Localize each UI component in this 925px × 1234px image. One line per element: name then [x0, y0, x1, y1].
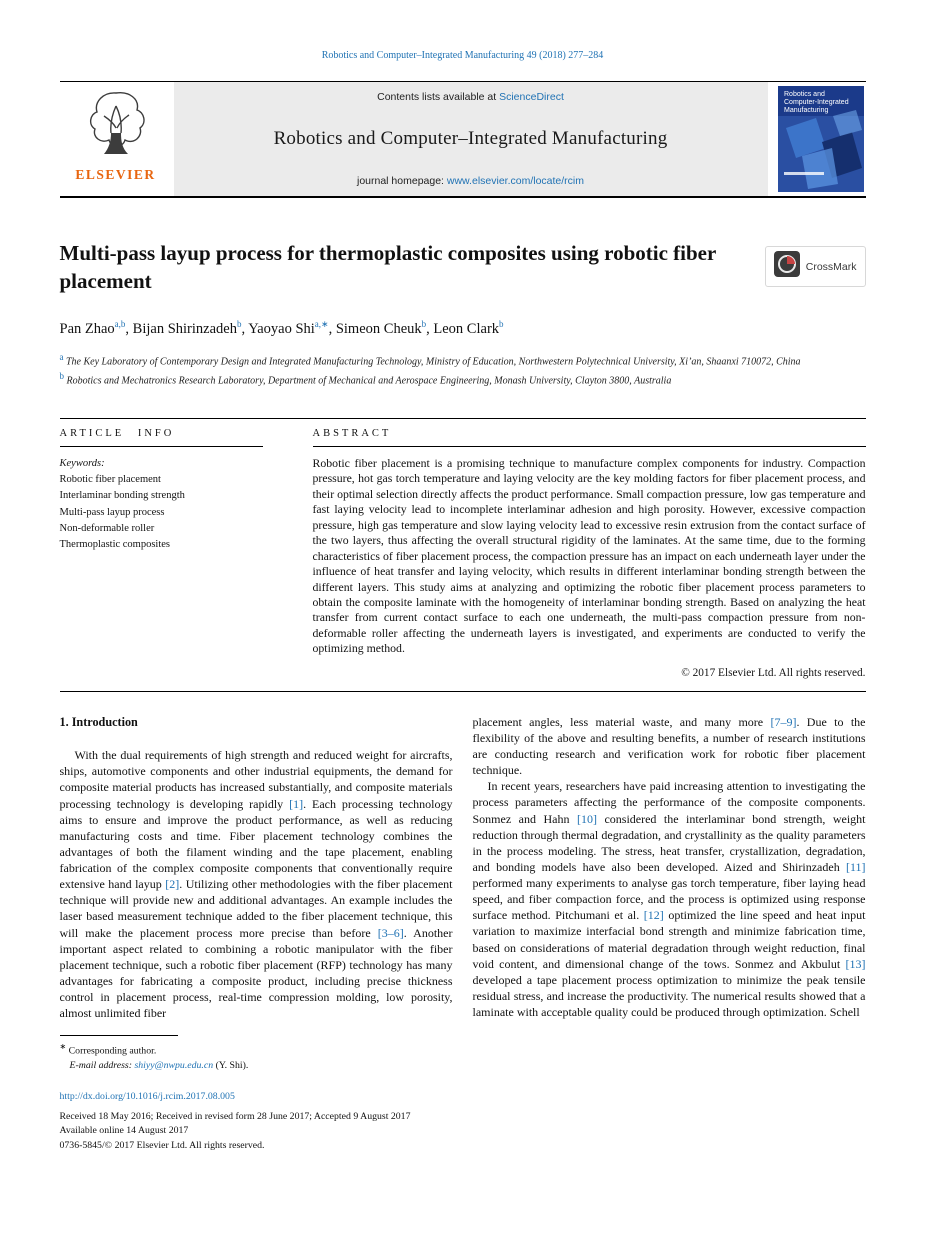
keywords-list [60, 456, 263, 568]
email-suffix: (Y. Shi). [213, 1060, 249, 1072]
elsevier-tree-logo-icon [84, 88, 148, 165]
journal-title: Robotics and Computer–Integrated Manufacturing [273, 128, 668, 149]
email-label: E-mail address: [69, 1060, 135, 1072]
author-affil-sup: b [421, 319, 427, 330]
homepage-line [180, 175, 762, 187]
footnote-area [60, 1035, 453, 1074]
elsevier-logo-block[interactable] [60, 82, 172, 196]
author-name: Bijan Shirinzadeh [132, 321, 237, 338]
footnote-rule [60, 1035, 178, 1036]
citation-link[interactable]: [13] [845, 956, 866, 971]
citation-link[interactable]: [3–6] [377, 925, 404, 940]
body-paragraph: In recent years, researchers have paid increasing attention to investigating the process parameters affecting the performance of the composite components. Sonmez and Hahn [10] considered the interlaminar bond strength, weight reduction through thermal degradation, and crystallinity as the quality parameters in the process modeling. The stress, heat transfer, crystallization, degradation, and bonding models have also been developed. Aized and Shirinzadeh [11] performed many experiments to analyse gas torch temperature, fiber laying head speed, and fiber compaction force, and the process is optimized using response surface method. Pitchumani et al. [12] optimized the line speed and heat input variation to maximize interfacial bond strength and minimize fabrication time, based on considerations of material degradation through weight reduction, final void content, and dimensional change of the tows. Sonmez and Akbulut [13] developed a tape placement process optimization to minimize the peak tensile residual stress, and increase the productivity. The numerical results showed that a laminate with acceptable quality could be produced through optimization. Schell [472, 779, 866, 1020]
affiliation-sup: a [59, 352, 64, 363]
email-line [60, 1059, 453, 1074]
journal-header-band [60, 82, 866, 196]
abstract-text: Robotic fiber placement is a promising technique to manufacture complex components for industry. Compaction pressure, hot gas torch temperature and laying velocity are the key molding factors for fiber placement process, and their optimal selection directly affects the product performance. Small compaction pressure, low gas temperature and fast laying velocity lead to incomplete interlaminar adhesion and high porosity. However, excessive compaction pressure, high gas temperature and slow laying velocity lead to excessive resin extrusion from the contact surface of the two layers, thus affecting the overall structural rigidity of the laminates. At the same time, due to the forming characteristics of fiber placement process, the compaction pressure has an impact on each underneath layer under the influence of heat transfer and laying velocity, which results in different interlaminar bonding strength between the different layers. This study aims at analyzing and optimizing the robotic fiber placement process parameters to obtain the composite laminate with the homogeneity of interlaminar bonding strength. Based on analyzing the heat transfer from current contact surface to each one underneath, the multi-pass compaction pressure from non-deformable roller affecting the underneath layers is investigated, and experiments are conducted to verify the optimizing method. [312, 455, 866, 656]
journal-cover-art [778, 86, 864, 192]
svg-text:Manufacturing: Manufacturing [783, 107, 828, 114]
keyword-item: Robotic fiber placement [59, 474, 161, 486]
journal-citation-line: Robotics and Computer–Integrated Manufacturing 49 (2018) 277–284 [321, 50, 604, 61]
author [133, 321, 249, 337]
journal-header-center [174, 82, 768, 196]
abstract-heading: ABSTRACT [313, 419, 866, 447]
crossmark-badge[interactable] [765, 246, 866, 287]
affiliation-line [60, 351, 866, 369]
affiliation-text: The Key Laboratory of Contemporary Design and Integrated Manufacturing Technology, Ministry of Education, Northwestern Polytechnical University, Xi’an, Shaanxi 710072, China [63, 356, 801, 368]
svg-text:Robotics and: Robotics and [783, 91, 825, 98]
keyword-item: Non-deformable roller [59, 522, 155, 534]
issn-copyright-line: 0736-5845/© 2017 Elsevier Ltd. All rights reserved. [59, 1140, 265, 1152]
affiliation-sup: b [59, 370, 64, 381]
affiliation-text: Robotics and Mechatronics Research Laboratory, Department of Mechanical and Aerospace Engineering, Monash University, Clayton 3800, Australia [64, 374, 672, 386]
sciencedirect-link[interactable]: ScienceDirect [499, 91, 564, 103]
author-separator: , [125, 321, 133, 338]
citation-link[interactable]: [12] [643, 908, 664, 923]
body-column-right [473, 714, 866, 1154]
author-line [60, 319, 866, 338]
keyword-item: Thermoplastic composites [59, 539, 171, 551]
citation-link[interactable]: [10] [576, 811, 597, 826]
contents-line [180, 91, 762, 103]
crossmark-label: CrossMark [805, 260, 857, 273]
author-affil-sup: b [236, 319, 242, 330]
doi-link[interactable]: http://dx.doi.org/10.1016/j.rcim.2017.08.005 [59, 1090, 235, 1102]
journal-cover-thumbnail [776, 82, 866, 196]
header-bottom-rule [60, 196, 866, 198]
body-paragraph: placement angles, less material waste, and many more [7–9]. Due to the flexibility of the above and resulting benefits, a number of research institutions are conducting research and verification work for robotic fiber placement technique. [472, 714, 866, 778]
contents-prefix: Contents lists available at [377, 91, 500, 103]
copyright-line: © 2017 Elsevier Ltd. All rights reserved. [681, 666, 866, 679]
citation-link[interactable]: [1] [289, 796, 304, 811]
author-affil-sup: b [499, 319, 504, 330]
body-column-left [60, 714, 453, 1154]
citation-link[interactable]: [11] [845, 859, 866, 874]
journal-homepage-link[interactable]: www.elsevier.com/locate/rcim [446, 175, 585, 187]
author-affil-sup: a,∗ [314, 319, 329, 330]
keyword-item: Multi-pass layup process [59, 506, 165, 518]
body-columns [60, 714, 866, 1154]
corresponding-text: Corresponding author. [66, 1045, 157, 1057]
keywords-label: Keywords: [59, 457, 105, 469]
elsevier-wordmark: ELSEVIER [75, 167, 156, 182]
abstract-column [313, 419, 866, 691]
received-line: Received 18 May 2016; Received in revised form 28 June 2017; Accepted 9 August 2017 [59, 1110, 411, 1122]
keyword-item: Interlaminar bonding strength [59, 490, 185, 502]
svg-text:Computer-Integrated: Computer-Integrated [783, 99, 849, 106]
available-online-line: Available online 14 August 2017 [59, 1125, 189, 1137]
author-separator: , [241, 321, 249, 338]
author [336, 321, 434, 337]
author [248, 321, 336, 337]
affiliations [60, 351, 866, 388]
page-title: Multi-pass layup process for thermoplastic composites using robotic fiber placement [59, 241, 716, 293]
affiliation-line [60, 370, 866, 388]
author-separator: , [328, 321, 336, 338]
article-info-heading: ARTICLE INFO [60, 419, 263, 447]
author [60, 321, 133, 337]
email-link[interactable]: shiyy@nwpu.edu.cn [134, 1060, 214, 1072]
author-affil-sup: a,b [114, 319, 126, 330]
corresponding-author-note [60, 1041, 453, 1074]
section-heading-introduction: 1. Introduction [59, 714, 138, 729]
article-footer [60, 1090, 453, 1154]
article-info-abstract-block [60, 418, 866, 692]
author-separator: , [426, 321, 434, 338]
corresponding-marker: ∗ [59, 1042, 67, 1052]
citation-link[interactable]: [2] [165, 877, 180, 892]
body-paragraph: With the dual requirements of high strength and reduced weight for aircrafts, ships, automotive components and other industrial equipments, the demand for composite material products has increased substantially, and composite materials processing technology is developing rapidly [1]. Each processing technology aims to ensure and improve the product performance, as well as reducing manufacturing costs and time. Fiber placement technology combines the advantages of both the filament winding and the tape placement, enabling fabrication of the complex composite components that conventionally require extensive hand layup [2]. Utilizing other methodologies with the fiber placement technique will provide new and additional advantages. An example includes the laser based measurement technique added to the fiber placement technique, this will make the placement process more precise than before [3–6]. Another important aspect related to combining a robotic manipulator with the fiber placement technique, such a robotic fiber placement (RFP) technology has many advantages for fabricating a composite product, including precise thickness control in placement process, real-time compression molding, low porosity, almost unlimited fiber [59, 748, 453, 1021]
homepage-prefix: journal homepage: [356, 175, 447, 187]
author-name: Pan Zhao [59, 321, 115, 338]
author-name: Leon Clark [433, 321, 500, 338]
citation-link[interactable]: [7–9] [770, 714, 797, 729]
crossmark-icon [774, 251, 800, 282]
author-name: Simeon Cheuk [335, 321, 422, 338]
author-name: Yaoyao Shi [248, 321, 315, 338]
article-info-column [60, 419, 263, 691]
author [433, 321, 503, 337]
